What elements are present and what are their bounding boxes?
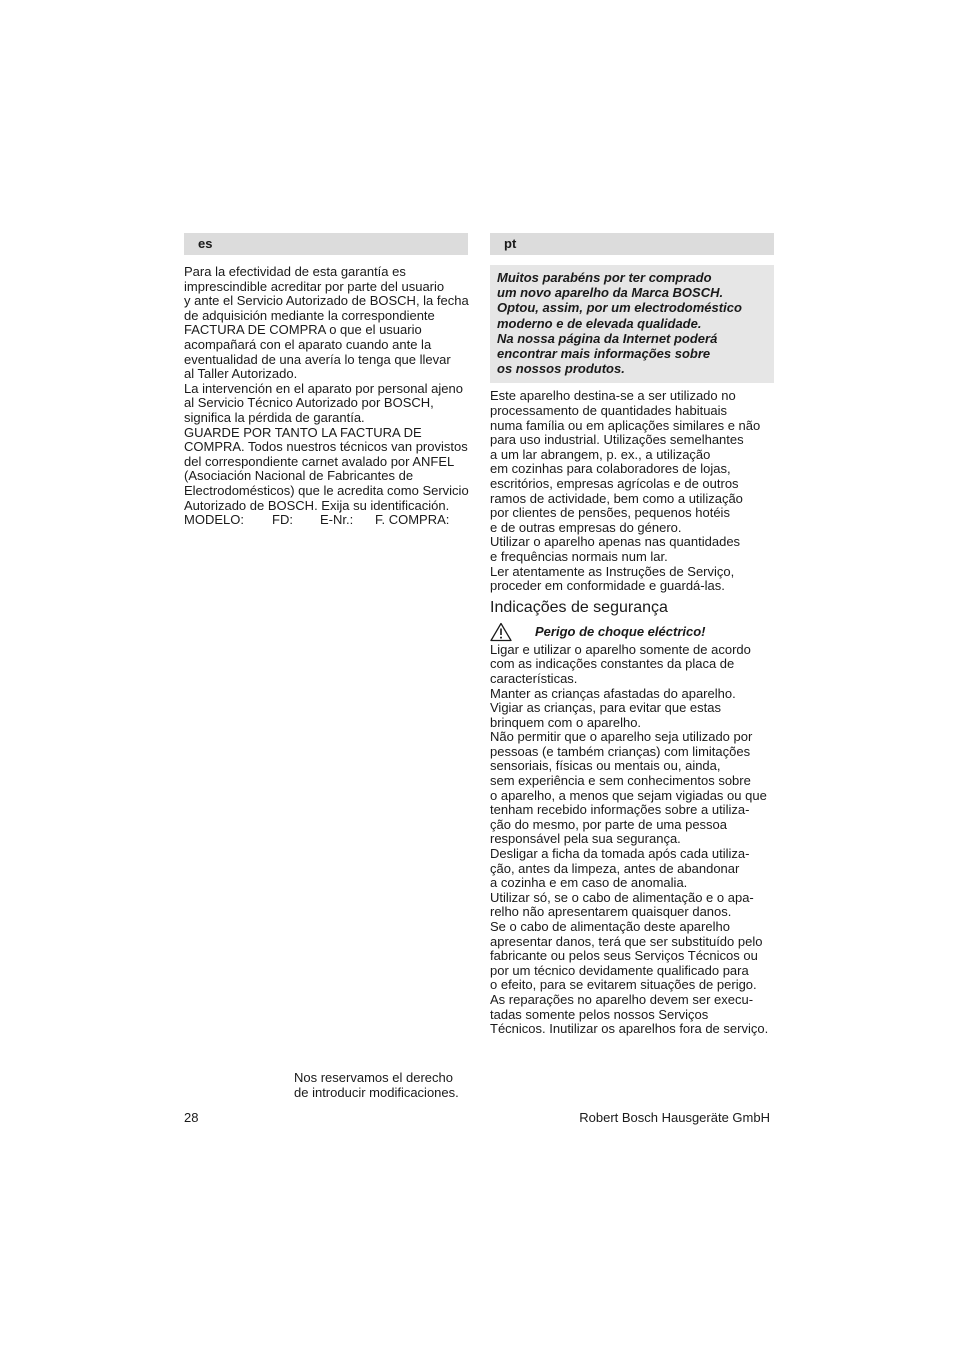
usage-text — [490, 389, 774, 593]
text-line: ramos de actividade, bem como a utilização — [490, 490, 743, 506]
text-line: del correspondiente carnet avalado por ANFEL — [184, 453, 455, 469]
text-line: y ante el Servicio Autorizado de BOSCH, la fecha — [184, 293, 469, 309]
text-line: fabricante ou pelos seus Serviços Técnicos ou — [490, 948, 758, 964]
safety-section-title: Indicações de segurança — [490, 598, 668, 616]
text-line: a um lar abrangem, p. ex., a utilização — [490, 446, 711, 462]
intro-line: os nossos produtos. — [497, 361, 625, 377]
portuguese-column — [490, 233, 774, 1037]
text-line: Técnicos. Inutilizar os aparelhos fora de serviço. — [490, 1021, 769, 1037]
text-line: tadas somente pelos nossos Serviços — [490, 1006, 709, 1022]
intro-line: moderno e de elevada qualidade. — [497, 315, 702, 331]
text-line: Para la efectividad de esta garantía es — [184, 264, 406, 279]
text-line: a cozinha e em caso de anomalia. — [490, 875, 688, 891]
text-line: sem experiência e sem conhecimentos sobre — [490, 773, 751, 789]
electric-shock-warning — [490, 621, 774, 643]
text-line: imprescindible acreditar por parte del usuario — [184, 278, 445, 294]
text-line: significa la pérdida de garantía. — [184, 409, 365, 425]
intro-box — [490, 265, 774, 383]
purchase-fields-row — [184, 513, 468, 528]
text-line: Nos reservamos el derecho — [294, 1070, 453, 1085]
text-line: tenham recebido informações sobre a utiliza- — [490, 802, 750, 818]
text-line: Manter as crianças afastadas do aparelho. — [490, 685, 736, 701]
text-line: Vigiar as crianças, para evitar que estas — [490, 700, 721, 716]
text-line: relho não apresentarem quaisquer danos. — [490, 904, 732, 920]
text-line: o aparelho, a menos que sejam vigiadas ou que — [490, 787, 767, 803]
text-line: por um técnico devidamente qualificado para — [490, 962, 749, 978]
text-line: ção, antes da limpeza, antes de abandonar — [490, 860, 740, 876]
text-line: Desligar a ficha da tomada após cada utiliza- — [490, 846, 750, 862]
text-line: responsável pela sua segurança. — [490, 831, 681, 847]
text-line: GUARDE POR TANTO LA FACTURA DE — [184, 424, 422, 440]
text-line: acompañará con el aparato cuando ante la — [184, 336, 432, 352]
intro-line: Na nossa página da Internet poderá — [497, 330, 718, 346]
page-number: 28 — [184, 1110, 199, 1125]
intro-line: Optou, assim, por um electrodoméstico — [497, 300, 742, 316]
text-line: Utilizar o aparelho apenas nas quantidades — [490, 534, 741, 550]
field-compra: F. COMPRA: — [375, 512, 450, 528]
text-line: brinquem com o aparelho. — [490, 714, 642, 730]
intro-line: encontrar mais informações sobre — [497, 346, 711, 362]
text-line: Ler atentamente as Instruções de Serviço, — [490, 563, 735, 579]
text-line: o efeito, para se evitarem situações de perigo. — [490, 977, 757, 993]
text-line: características. — [490, 670, 578, 686]
text-line: por clientes de pensões, pequenos hotéis — [490, 505, 730, 521]
text-line: As reparações no aparelho devem ser execu- — [490, 991, 754, 1007]
text-line: (Asociación Nacional de Fabricantes de — [184, 468, 414, 484]
safety-text — [490, 643, 774, 1037]
text-line: e de outras empresas do género. — [490, 519, 682, 535]
text-line: de introducir modificaciones. — [294, 1085, 459, 1100]
field-enr: E-Nr.: — [320, 512, 354, 528]
intro-line: um novo aparelho da Marca BOSCH. — [497, 285, 724, 301]
text-line: para uso industrial. Utilizações semelhantes — [490, 432, 744, 448]
text-line: apresentar danos, terá que ser substituído pelo — [490, 933, 763, 949]
text-line: com as indicações constantes da placa de — [490, 656, 735, 672]
text-line: numa família ou em aplicações similares e não — [490, 417, 761, 433]
text-line: processamento de quantidades habituais — [490, 403, 728, 419]
text-line: e frequências normais num lar. — [490, 548, 668, 564]
spanish-column — [184, 233, 468, 528]
text-line: Autorizado de BOSCH. Exija su identificación. — [184, 497, 450, 513]
text-line: COMPRA. Todos nuestros técnicos van provistos — [184, 439, 468, 455]
text-line: em cozinhas para colaboradores de lojas, — [490, 461, 731, 477]
language-header-es: es — [184, 233, 468, 255]
language-header-pt: pt — [490, 233, 774, 255]
warranty-text — [184, 265, 468, 528]
warning-triangle-icon — [490, 622, 512, 642]
field-modelo: MODELO: — [184, 512, 244, 528]
text-line: Não permitir que o aparelho seja utilizado por — [490, 729, 753, 745]
warning-label: Perigo de choque eléctrico! — [535, 624, 706, 640]
text-line: pessoas (e também crianças) com limitações — [490, 743, 751, 759]
text-line: eventualidad de una avería lo tenga que llevar — [184, 351, 451, 367]
text-line: escritórios, empresas agrícolas e de outros — [490, 475, 739, 491]
text-line: Utilizar só, se o cabo de alimentação e o apa- — [490, 889, 754, 905]
reservation-notice — [294, 1070, 459, 1100]
text-line: Ligar e utilizar o aparelho somente de acordo — [490, 641, 751, 657]
text-line: Electrodomésticos) que le acredita como Servicio — [184, 482, 469, 498]
company-name: Robert Bosch Hausgeräte GmbH — [579, 1110, 770, 1125]
text-line: de adquisición mediante la correspondiente — [184, 307, 435, 323]
text-line: al Taller Autorizado. — [184, 366, 298, 382]
field-fd: FD: — [272, 512, 293, 528]
text-line: sensoriais, físicas ou mentais ou, ainda, — [490, 758, 721, 774]
text-line: La intervención en el aparato por personal ajeno — [184, 380, 463, 396]
text-line: FACTURA DE COMPRA o que el usuario — [184, 322, 422, 338]
text-line: proceder em conformidade e guardá-las. — [490, 578, 725, 594]
text-line: Se o cabo de alimentação deste aparelho — [490, 919, 730, 935]
text-line: al Servicio Técnico Autorizado por BOSCH, — [184, 395, 434, 411]
intro-line: Muitos parabéns por ter comprado — [497, 270, 712, 285]
text-line: Este aparelho destina-se a ser utilizado no — [490, 388, 736, 404]
text-line: ção do mesmo, por parte de uma pessoa — [490, 816, 728, 832]
